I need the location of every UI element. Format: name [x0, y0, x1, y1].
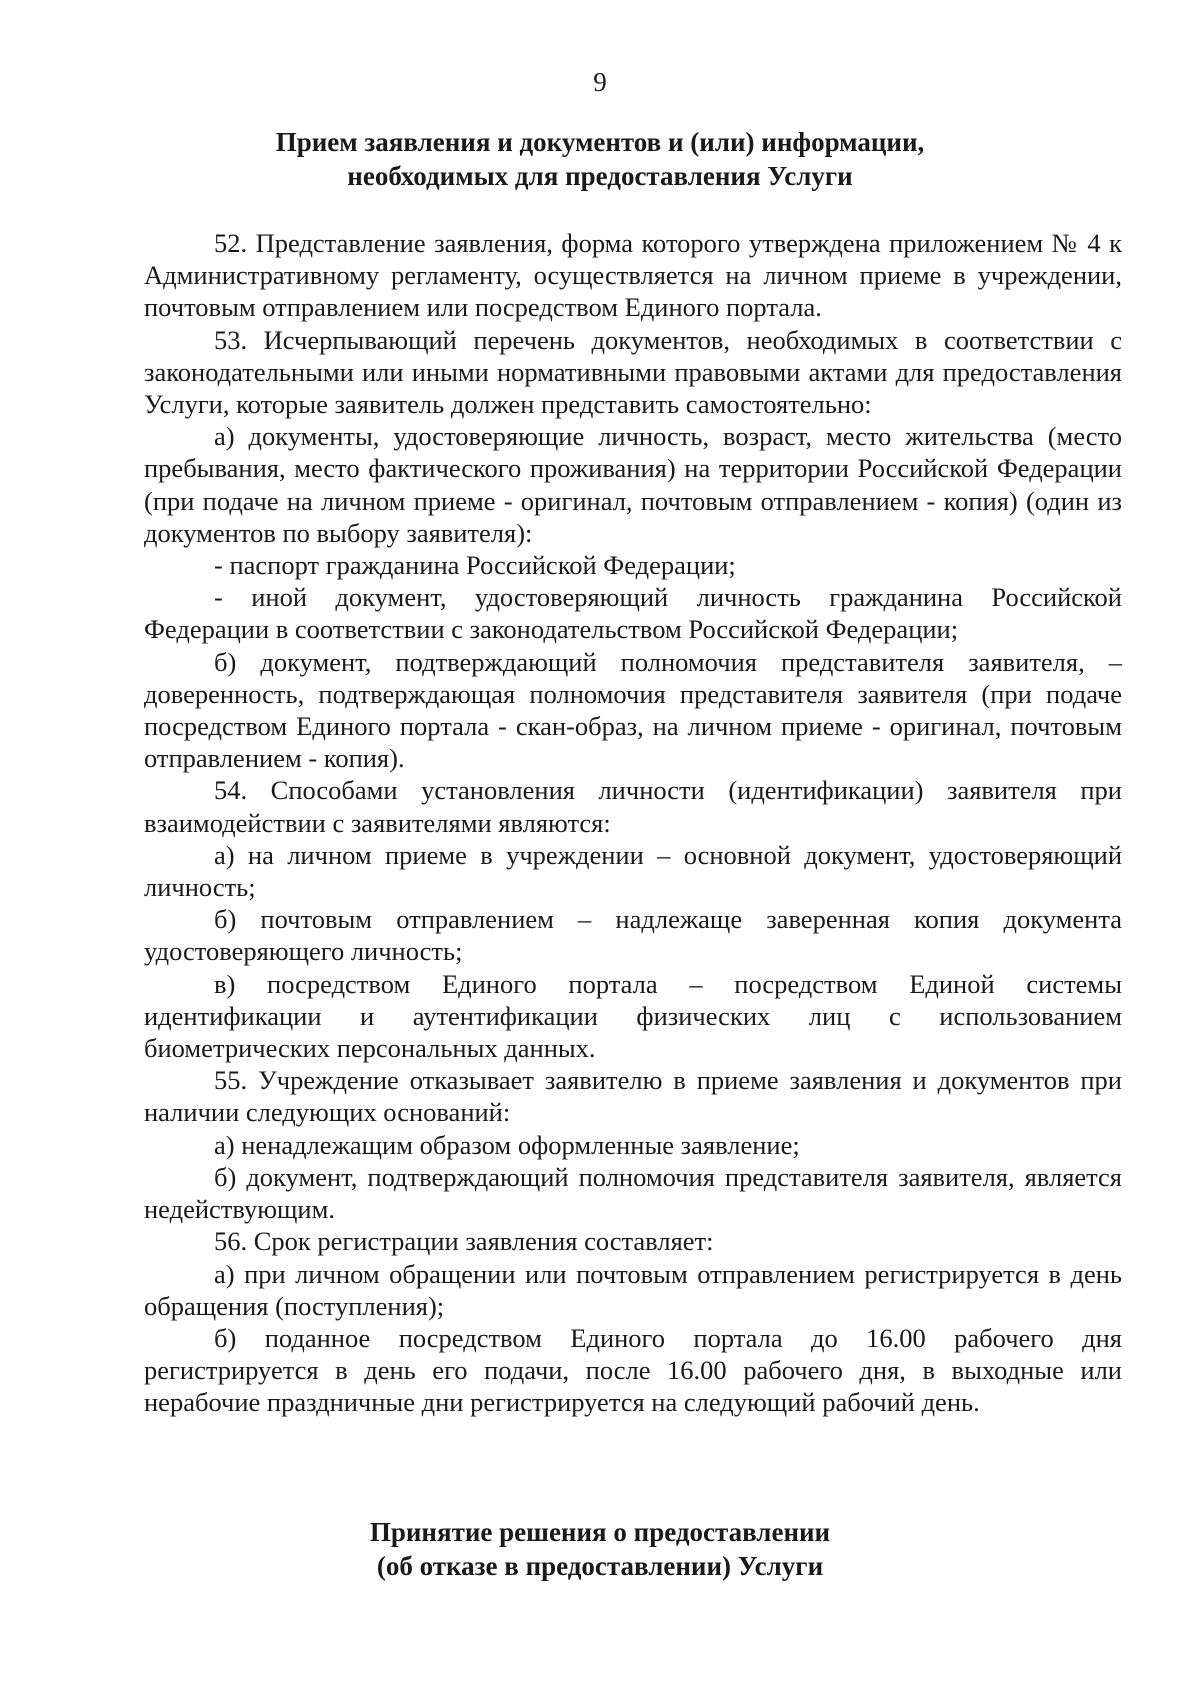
- list-item-54b: б) почтовым отправлением – надлежаще заверенная копия документа удостоверяющего личность;: [144, 904, 1122, 967]
- list-item-56b: б) поданное посредством Единого портала до 16.00 рабочего дня регистрируется в день его подачи, после 16.00 рабочего дня, в выходные или нерабочие праздничные дни регистрируется на следующий рабочий день.: [144, 1322, 1122, 1418]
- section-heading-document-intake: [0, 125, 1200, 193]
- list-item-53a: а) документы, удостоверяющие личность, возраст, место жительства (место пребывания, место фактического проживания) на территории Российской Федерации (при подаче на личном приеме - оригинал, почтовым отправлением - копия) (один из документов по выбору заявителя):: [144, 421, 1122, 548]
- list-item-53b: б) документ, подтверждающий полномочия представителя заявителя, – доверенность, подтверждающая полномочия представителя заявителя (при подаче посредством Единого портала - скан-образ, на личном приеме - оригинал, почтовым отправлением - копия).: [144, 646, 1122, 774]
- list-item-54c: в) посредством Единого портала – посредством Единой системы идентификации и аутентификации физических лиц с использованием биометрических персональных данных.: [144, 968, 1122, 1064]
- list-item-54a: а) на личном приеме в учреждении – основной документ, удостоверяющий личность;: [144, 839, 1122, 903]
- body-text: [144, 227, 1122, 1419]
- paragraph-55: 55. Учреждение отказывает заявителю в приеме заявления и документов при наличии следующих оснований:: [144, 1065, 1122, 1128]
- list-item-passport: - паспорт гражданина Российской Федерации;: [214, 550, 736, 581]
- list-item-55a: а) ненадлежащим образом оформленные заявление;: [214, 1129, 800, 1160]
- section-heading-decision: [0, 1515, 1200, 1583]
- heading-line: (об отказе в предоставлении) Услуги: [376, 1551, 824, 1581]
- paragraph-56: 56. Срок регистрации заявления составляет:: [214, 1226, 714, 1257]
- paragraph-54: 54. Способами установления личности (идентификации) заявителя при взаимодействии с заявителями являются:: [144, 775, 1122, 838]
- page-number: 9: [593, 67, 607, 97]
- heading-line: Прием заявления и документов и (или) информации,: [275, 127, 925, 157]
- heading-line: необходимых для предоставления Услуги: [347, 161, 853, 191]
- paragraph-53: 53. Исчерпывающий перечень документов, необходимых в соответствии с законодательными или иными нормативными правовыми актами для предоставления Услуги, которые заявитель должен представить самостоятельно:: [144, 324, 1122, 420]
- list-item-other-id: - иной документ, удостоверяющий личность гражданина Российской Федерации в соответствии с законодательством Российской Федерации;: [144, 582, 1122, 645]
- paragraph-52: 52. Представление заявления, форма которого утверждена приложением № 4 к Административному регламенту, осуществляется на личном приеме в учреждении, почтовым отправлением или посредством Единого портала.: [144, 228, 1122, 323]
- heading-line: Принятие решения о предоставлении: [369, 1517, 831, 1547]
- list-item-55b: б) документ, подтверждающий полномочия представителя заявителя, является недействующим.: [144, 1161, 1122, 1225]
- list-item-56a: а) при личном обращении или почтовым отправлением регистрируется в день обращения (поступления);: [144, 1258, 1122, 1321]
